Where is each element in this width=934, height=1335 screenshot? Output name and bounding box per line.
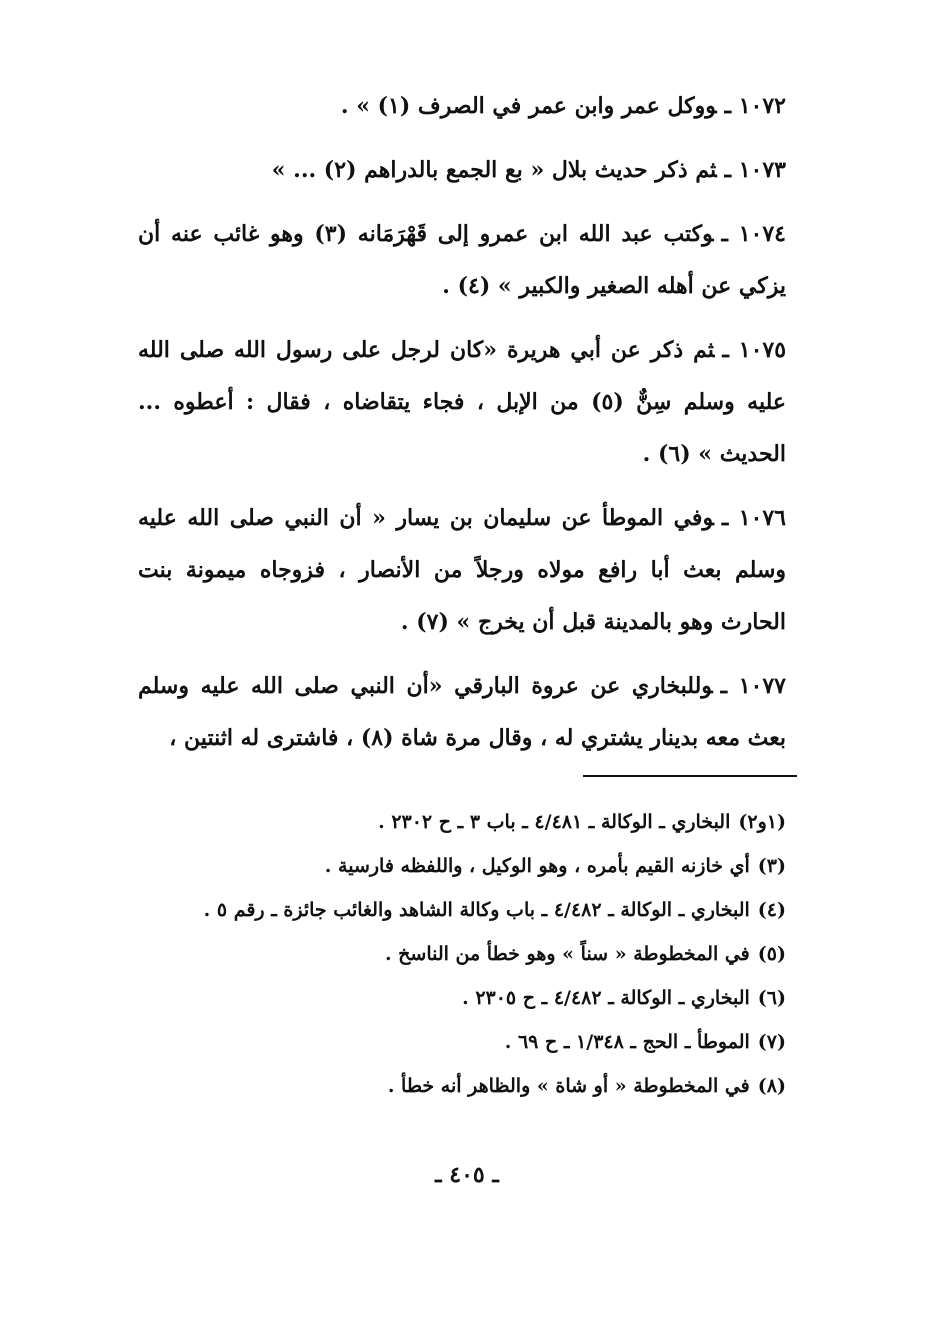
entry-number: ١٠٧٣ ـ — [724, 157, 786, 183]
footnote-number: (٦) — [757, 987, 786, 1009]
entry-number: ١٠٧٢ ـ — [724, 93, 786, 119]
entry-text: وللبخاري عن عروة البارقي «أن النبي صلى الله عليه وسلم بعث معه بدينار يشتري له ، وقال مرة شاة (٨) ، فاشترى له اثنتين ، — [138, 673, 786, 751]
entry-number: ١٠٧٥ ـ — [722, 337, 787, 363]
entry-number: ١٠٧٧ ـ — [720, 673, 786, 699]
footnotes — [138, 800, 786, 1108]
footnote-text: أي خازنه القيم بأمره ، وهو الوكيل ، واللفظه فارسية . — [324, 855, 750, 877]
footnote-item — [138, 1064, 786, 1108]
entry-text: ثم ذكر عن أبي هريرة «كان لرجل على رسول الله صلى الله عليه وسلم سِنٌّ (٥) من الإبل ، فجاء يتقاضاه ، فقال : أعطوه ... الحديث » (٦) . — [138, 337, 786, 467]
entry-text: وفي الموطأ عن سليمان بن يسار « أن النبي صلى الله عليه وسلم بعث أبا رافع مولاه ورجلاً من الأنصار ، فزوجاه ميمونة بنت الحارث وهو بالمدينة قبل أن يخرج » (٧) . — [138, 505, 786, 635]
footnote-number: (٤) — [757, 899, 786, 921]
footnote-item — [138, 932, 786, 976]
entry-number: ١٠٧٦ ـ — [721, 505, 786, 531]
entry-text: ووكل عمر وابن عمر في الصرف (١) » . — [340, 93, 717, 119]
footnote-text: البخاري ـ الوكالة ـ ٤/٤٨١ ـ باب ٣ ـ ح ٢٣٠٢ . — [378, 811, 731, 833]
footnote-item — [138, 844, 786, 888]
entry-text: ثم ذكر حديث بلال « بع الجمع بالدراهم (٢) ... » — [271, 157, 717, 183]
footnote-text: الموطأ ـ الحج ـ ١/٣٤٨ ـ ح ٦٩ . — [504, 1031, 750, 1053]
footnote-item — [138, 1020, 786, 1064]
entry-1073 — [138, 144, 786, 196]
footnote-number: (٧) — [757, 1031, 786, 1053]
entry-1074 — [138, 208, 786, 312]
entry-text: وكتب عبد الله ابن عمرو إلى قَهْرَمَانه (٣) وهو غائب عنه أن يزكي عن أهله الصغير والكبير » (٤) . — [138, 221, 786, 299]
main-text — [138, 80, 786, 776]
page-number: ـ ٤٠٥ ـ — [435, 1162, 499, 1188]
entry-1072 — [138, 80, 786, 132]
entry-1075 — [138, 324, 786, 480]
entry-number: ١٠٧٤ ـ — [721, 221, 786, 247]
footnote-number: (٥) — [757, 943, 786, 965]
entry-1076 — [138, 492, 786, 648]
footnote-text: البخاري ـ الوكالة ـ ٤/٤٨٢ ـ باب وكالة الشاهد والغائب جائزة ـ رقم ٥ . — [203, 899, 750, 921]
footnote-item — [138, 888, 786, 932]
footnote-separator — [583, 775, 797, 777]
entry-1077 — [138, 660, 786, 764]
footnote-text: في المخطوطة « أو شاة » والظاهر أنه خطأ . — [387, 1075, 750, 1097]
footnote-text: البخاري ـ الوكالة ـ ٤/٤٨٢ ـ ح ٢٣٠٥ . — [462, 987, 750, 1009]
footnote-number: (٣) — [757, 855, 786, 877]
footnote-number: (١و٢) — [738, 811, 786, 833]
footnote-item — [138, 800, 786, 844]
footnote-number: (٨) — [757, 1075, 786, 1097]
footnote-item — [138, 976, 786, 1020]
footnote-text: في المخطوطة « سناً » وهو خطأ من الناسخ . — [384, 943, 750, 965]
